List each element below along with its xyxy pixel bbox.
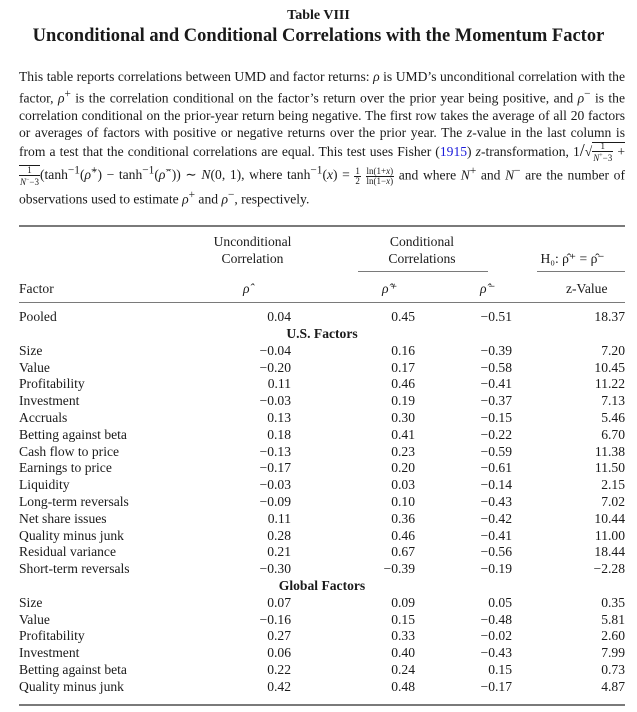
unconditional-value: −0.03 (259, 393, 291, 409)
factor-name: Short-term reversals (19, 561, 130, 577)
conditional-positive-value: 0.10 (391, 494, 415, 509)
z-value: 18.44 (594, 544, 625, 560)
factor-name: Residual variance (19, 544, 117, 560)
conditional-rule (358, 271, 488, 272)
top-rule (19, 225, 625, 227)
unconditional-value: 0.11 (267, 376, 291, 392)
conditional-negative-value: −0.14 (480, 477, 512, 493)
caption-text: -value in the last column is from a test that the conditional correlations are equal. This test uses Fisher ( (19, 125, 626, 159)
unconditional-value: −0.03 (259, 477, 291, 493)
table-row (19, 544, 625, 561)
conditional-positive-value: 0.17 (391, 359, 415, 375)
unconditional-value: −0.16 (259, 611, 291, 627)
table-row (19, 427, 625, 444)
conditional-positive-value: 0.46 (391, 376, 415, 392)
unconditional-value: −0.20 (259, 359, 291, 375)
conditional-positive-value: 0.09 (391, 594, 415, 610)
z-symbol: z (466, 125, 473, 141)
bottom-rule (19, 704, 625, 706)
header-conditional-line2: Correlations (388, 251, 456, 266)
table-row (19, 511, 625, 528)
table-title: Unconditional and Conditional Correlations with the Momentum Factor (32, 26, 605, 46)
header-conditional-line1: Conditional (389, 234, 455, 249)
factor-name: Quality minus junk (19, 678, 124, 694)
z-value: 7.20 (601, 342, 625, 358)
citation-link[interactable]: 1915 (439, 143, 468, 159)
z-value: 11.50 (594, 460, 625, 476)
table-row (19, 393, 625, 410)
table-row (19, 612, 625, 629)
factor-name: Accruals (19, 410, 68, 425)
unconditional-value: 0.18 (267, 426, 291, 442)
z-value: 2.60 (601, 628, 625, 644)
conditional-negative-value: −0.39 (480, 342, 512, 358)
caption-text: and where (394, 167, 461, 183)
unconditional-value: 0.11 (267, 510, 291, 526)
unconditional-value: 0.07 (267, 594, 291, 610)
header-factor: Factor (19, 281, 54, 296)
table-row (19, 460, 625, 477)
caption-text: -transformation, (480, 143, 573, 159)
unconditional-value: 0.22 (267, 662, 291, 677)
table-row (19, 645, 625, 662)
conditional-negative-value: 0.15 (488, 662, 512, 677)
h0-rule (537, 271, 625, 272)
factor-name: Pooled (19, 309, 57, 324)
header-unconditional-line1: Unconditional (213, 234, 292, 249)
table-row (19, 595, 625, 612)
table-row (19, 444, 625, 461)
conditional-positive-value: 0.03 (391, 477, 415, 493)
factor-name: Betting against beta (19, 662, 127, 677)
unconditional-value: 0.28 (267, 527, 291, 543)
conditional-negative-value: −0.19 (480, 561, 512, 577)
factor-name: Value (19, 359, 50, 375)
z-value: 7.02 (601, 494, 625, 509)
z-value: 2.15 (601, 477, 625, 493)
header-rho-hat: ρ̂ (243, 281, 250, 296)
conditional-positive-value: 0.36 (391, 510, 415, 526)
unconditional-value: 0.27 (267, 628, 291, 644)
conditional-negative-value: 0.05 (488, 594, 512, 610)
z-value: 10.44 (594, 510, 625, 526)
conditional-negative-value: −0.56 (480, 544, 512, 560)
z-value: 7.99 (601, 645, 625, 661)
table-row (19, 477, 625, 494)
z-value: 5.81 (601, 611, 625, 627)
factor-name: Earnings to price (19, 460, 112, 476)
header-z-value: z-Value (566, 281, 608, 296)
table-row (19, 494, 625, 511)
caption-text: ) (467, 143, 476, 159)
header-unconditional (190, 233, 315, 267)
header-rule (19, 302, 625, 303)
header-unconditional-line2: Correlation (221, 251, 284, 266)
table-row (19, 561, 625, 578)
table-row (19, 662, 625, 679)
conditional-negative-value: −0.22 (480, 426, 512, 442)
z-value: 10.45 (594, 359, 625, 375)
conditional-positive-value: 0.15 (391, 611, 415, 627)
conditional-positive-value: 0.19 (391, 393, 415, 409)
z-value: 11.00 (594, 527, 625, 543)
factor-name: Investment (19, 393, 80, 409)
conditional-positive-value: −0.39 (383, 561, 415, 577)
conditional-negative-value: −0.02 (480, 628, 512, 644)
conditional-negative-value: −0.15 (480, 410, 512, 425)
z-value: 0.35 (601, 594, 625, 610)
conditional-positive-value: 0.67 (391, 544, 415, 560)
header-rho-minus: ρ̂⁻ (480, 281, 494, 296)
conditional-negative-value: −0.37 (480, 393, 512, 409)
conditional-negative-value: −0.61 (480, 460, 512, 476)
header-rho-plus: ρ̂⁺ (382, 281, 396, 296)
factor-name: Liquidity (19, 477, 70, 493)
factor-name: Profitability (19, 628, 85, 644)
conditional-positive-value: 0.45 (391, 309, 415, 324)
table-row (19, 376, 625, 393)
z-value: 18.37 (594, 309, 625, 324)
factor-name: Value (19, 611, 50, 627)
conditional-positive-value: 0.41 (391, 426, 415, 442)
unconditional-value: −0.13 (259, 443, 291, 459)
table-row-pooled (19, 309, 625, 326)
header-conditional (358, 233, 486, 267)
unconditional-value: 0.42 (267, 678, 291, 694)
factor-name: Size (19, 342, 43, 358)
conditional-positive-value: 0.24 (391, 662, 415, 677)
table-row (19, 528, 625, 545)
unconditional-value: 0.04 (267, 309, 291, 324)
factor-name: Cash flow to price (19, 443, 120, 459)
conditional-negative-value: −0.41 (480, 376, 512, 392)
table-caption: This table reports correlations between UMD and factor returns: ρ is UMD’s unconditional correlation with the factor, ρ+ is the correlation conditional on the factor’s return over the prior year being positive, and ρ− is the correlation conditional on the prior-year return being negative. The first row takes the average of all 20 factors or averages of factors with positive or negative returns over the prior year. The z-value in the last column is from a test that the conditional correlations are equal. This test uses Fisher (1915) z-transformation, 1/√ $\frac{1}{N^+-3}$ + $\frac{1}{N^--3}$ ($\tanh^{-1}(\rhô^+)$ − $\tanh^{-1}(\rhô^-)$) ∼ N(0, 1), where $\tanh^{-1}(x)$ = $\frac{1}{2}$ $\frac{\ln(1+x)}{\ln(1-x)}$ and where N+ and N− are the number of observations used to estimate ρ+ and ρ−, respectively. (19, 69, 626, 207)
conditional-positive-value: 0.33 (391, 628, 415, 644)
factor-name: Profitability (19, 376, 85, 392)
conditional-negative-value: −0.43 (480, 494, 512, 509)
rho-symbol: ρ (373, 69, 380, 84)
unconditional-value: −0.09 (259, 494, 291, 509)
conditional-positive-value: 0.46 (391, 527, 415, 543)
unconditional-value: 0.13 (267, 410, 291, 425)
factor-name: Betting against beta (19, 426, 127, 442)
factor-name: Net share issues (19, 510, 107, 526)
caption-text: is UMD’s unconditional correlation with the factor, (19, 69, 625, 106)
unconditional-value: −0.04 (259, 342, 291, 358)
column-header-row (19, 281, 625, 298)
z-value: 4.87 (601, 678, 625, 694)
caption-text: is the correlation conditional on the factor’s return over the prior year being positive, and (70, 90, 578, 106)
table-row (19, 360, 625, 377)
table-row (19, 628, 625, 645)
conditional-positive-value: 0.20 (391, 460, 415, 476)
table-row (19, 679, 625, 696)
header-h0: H₀: ρ̂⁺ = ρ̂⁻ (540, 251, 605, 266)
section-heading: U.S. Factors (286, 326, 358, 341)
factor-name: Size (19, 594, 43, 610)
section-heading: Global Factors (278, 578, 366, 593)
z-value: 7.13 (601, 393, 625, 409)
unconditional-value: 0.21 (267, 544, 291, 560)
conditional-negative-value: −0.48 (480, 611, 512, 627)
fisher-formula: 1/√ $\frac{1}{N^+-3}$ + $\frac{1}{N^--3}$ ($\tanh^{-1}(\rhô^+)$ − $\tanh^{-1}(\rhô^-)$) ∼ N(0, 1), where $\tanh^{-1}(x)$ = $\frac{1}{2}$ $\frac{\ln(1+x)}{\ln(1-x)}$ (20, 139, 625, 187)
caption-text: , respectively. (234, 191, 310, 207)
unconditional-value: 0.06 (267, 645, 291, 661)
conditional-negative-value: −0.42 (480, 510, 512, 526)
conditional-negative-value: −0.51 (480, 309, 512, 324)
conditional-positive-value: 0.23 (391, 443, 415, 459)
z-value: 11.38 (594, 443, 625, 459)
caption-text: This table reports correlations between UMD and factor returns: (19, 69, 374, 84)
unconditional-value: −0.30 (259, 561, 291, 577)
z-value: 5.46 (601, 410, 625, 425)
z-value: 6.70 (601, 426, 625, 442)
conditional-positive-value: 0.48 (391, 678, 415, 694)
conditional-positive-value: 0.40 (391, 645, 415, 661)
conditional-negative-value: −0.58 (480, 359, 512, 375)
factor-name: Investment (19, 645, 80, 661)
conditional-positive-value: 0.30 (391, 410, 415, 425)
conditional-negative-value: −0.17 (480, 678, 512, 694)
factor-name: Long-term reversals (19, 494, 129, 509)
conditional-negative-value: −0.43 (480, 645, 512, 661)
conditional-negative-value: −0.41 (480, 527, 512, 543)
unconditional-value: −0.17 (259, 460, 291, 476)
z-value: 0.73 (601, 662, 625, 677)
factor-name: Quality minus junk (19, 527, 124, 543)
caption-text: is the correlation conditional on the prior-year return being negative. The first row takes the average of all 20 factors or averages of factors with positive or negative returns over the prior year. The (19, 90, 626, 141)
table-row (19, 343, 625, 360)
conditional-negative-value: −0.59 (480, 443, 512, 459)
z-value: 11.22 (594, 376, 625, 392)
z-value: −2.28 (593, 561, 625, 577)
table-row (19, 410, 625, 427)
table-label: Table VIII (287, 8, 350, 23)
conditional-positive-value: 0.16 (391, 342, 415, 358)
caption-text: are the number of observations used to estimate (19, 167, 625, 207)
